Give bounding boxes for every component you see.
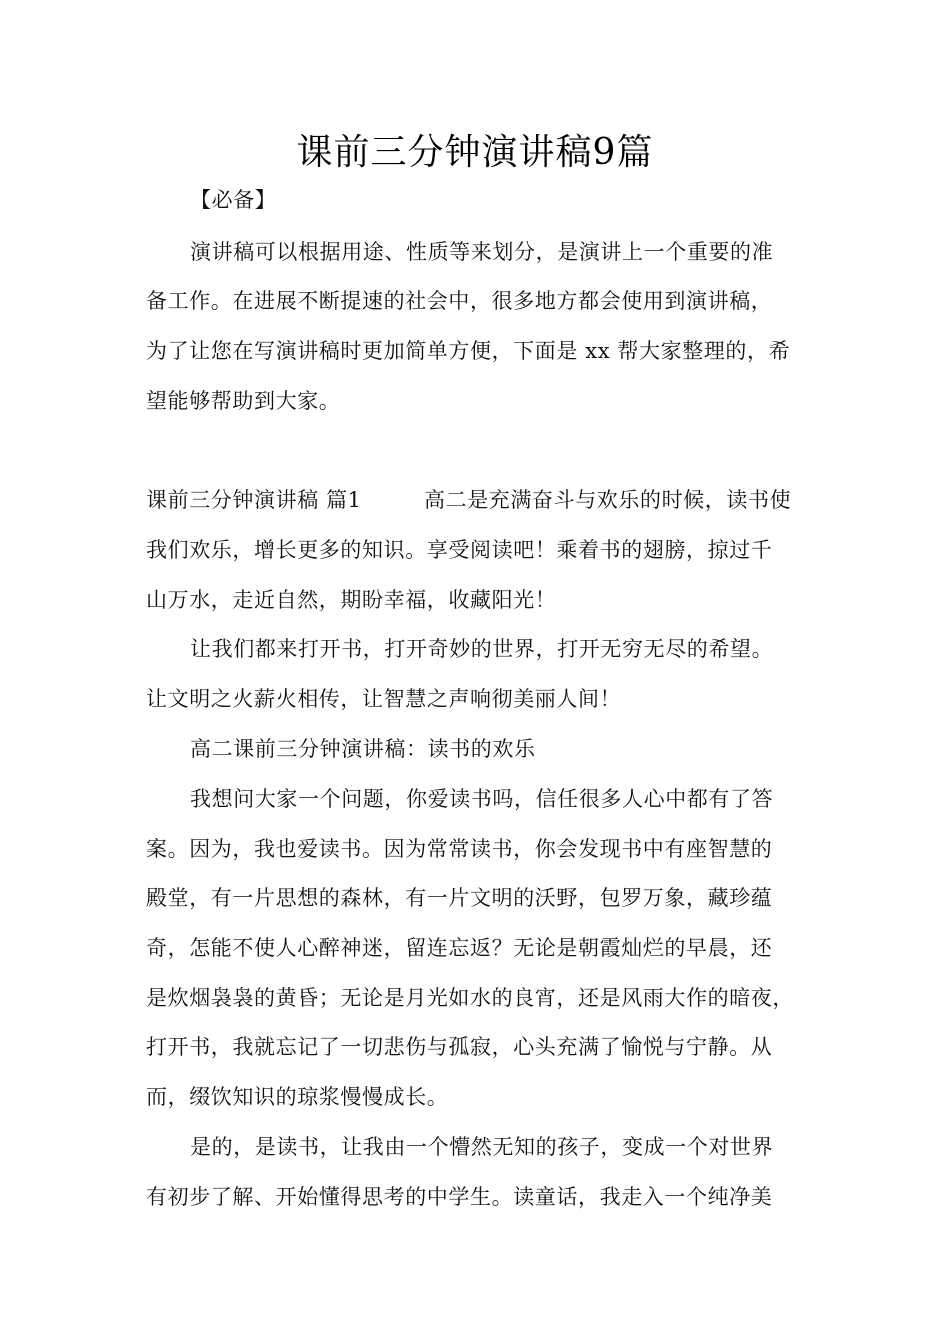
paragraph-line: 我们欢乐，增长更多的知识。享受阅读吧！乘着书的翅膀，掠过千	[146, 538, 773, 562]
paragraph-line: 有初步了解、开始懂得思考的中学生。读童话，我走入一个纯净美	[146, 1185, 773, 1209]
paragraph-line: 让我们都来打开书，打开奇妙的世界，打开无穷无尽的希望。	[190, 637, 774, 661]
paragraph-line: 是的，是读书，让我由一个懵然无知的孩子，变成一个对世界	[190, 1135, 774, 1159]
paragraph-line: 高二是充满奋斗与欢乐的时候，读书使	[424, 488, 792, 512]
document-title: 课前三分钟演讲稿9篇	[296, 132, 654, 173]
intro-line: 为了让您在写演讲稿时更加简单方便，下面是 xx 帮大家整理的，希	[146, 339, 791, 363]
paragraph-line: 打开书，我就忘记了一切悲伤与孤寂，心头充满了愉悦与宁静。从	[146, 1035, 773, 1059]
paragraph-line: 而，缀饮知识的琼浆慢慢成长。	[146, 1085, 449, 1109]
paragraph-line: 案。因为，我也爱读书。因为常常读书，你会发现书中有座智慧的	[146, 837, 773, 861]
section-heading: 课前三分钟演讲稿 篇1	[146, 488, 362, 512]
tag-label: 【必备】	[190, 188, 277, 212]
intro-line: 望能够帮助到大家。	[146, 389, 341, 413]
paragraph-line: 山万水，走近自然，期盼幸福，收藏阳光！	[146, 588, 557, 612]
subsection-title: 高二课前三分钟演讲稿：读书的欢乐	[190, 737, 536, 761]
paragraph-line: 奇，怎能不使人心醉神迷，留连忘返？无论是朝霞灿烂的早晨，还	[146, 936, 773, 960]
paragraph-line: 是炊烟袅袅的黄昏；无论是月光如水的良宵，还是风雨大作的暗夜，	[146, 986, 794, 1010]
paragraph-line: 让文明之火薪火相传，让智慧之声响彻美丽人间！	[146, 687, 622, 711]
intro-line: 备工作。在进展不断提速的社会中，很多地方都会使用到演讲稿，	[146, 289, 773, 313]
paragraph-line: 我想问大家一个问题，你爱读书吗，信任很多人心中都有了答	[190, 787, 774, 811]
paragraph-line: 殿堂，有一片思想的森林，有一片文明的沃野，包罗万象，藏珍蕴	[146, 886, 773, 910]
intro-line: 演讲稿可以根据用途、性质等来划分，是演讲上一个重要的准	[190, 240, 774, 264]
